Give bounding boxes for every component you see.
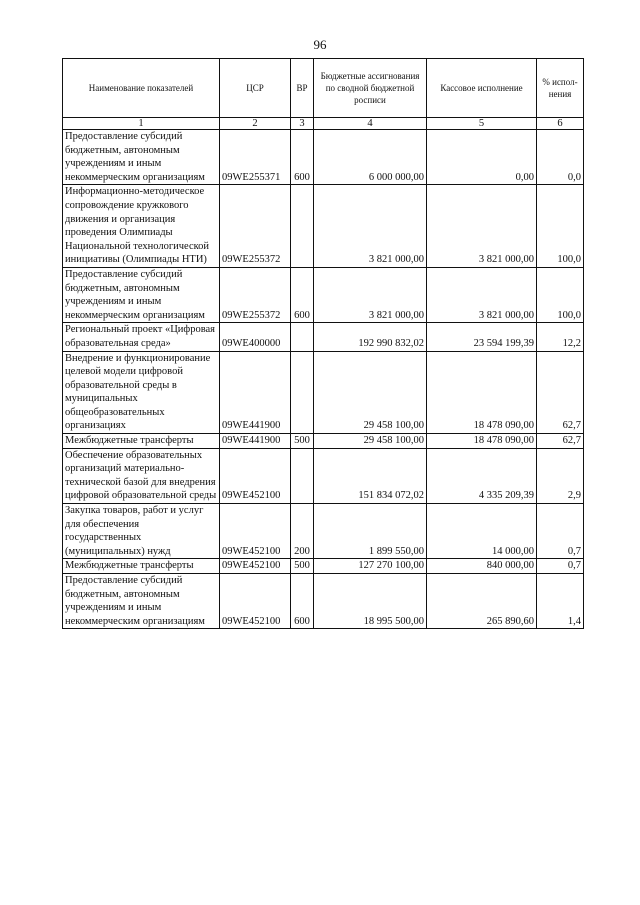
- header-cash: Кассовое исполнение: [427, 59, 537, 118]
- row-name: Предоставление субсидий бюджетным, автономным учреждениям и иным некоммерческим организациям: [63, 267, 220, 322]
- header-csr: ЦСР: [220, 59, 291, 118]
- row-name: Информационно-методическое сопровождение кружкового движения и организация проведения Олимпиады Национальной технологической инициативы (Олимпиады НТИ): [63, 185, 220, 268]
- row-pct: 1,4: [537, 574, 584, 629]
- row-name: Предоставление субсидий бюджетным, автономным учреждениям и иным некоммерческим организациям: [63, 130, 220, 185]
- column-number: 6: [537, 118, 584, 130]
- header-budget: Бюджетные ассигнования по сводной бюджетной росписи: [314, 59, 427, 118]
- row-name: Обеспечение образовательных организаций материально-технической базой для внедрения цифровой образовательной среды: [63, 448, 220, 503]
- table-row: [63, 323, 584, 351]
- row-cash: 3 821 000,00: [427, 267, 537, 322]
- row-budget: 6 000 000,00: [314, 130, 427, 185]
- row-pct: 0,7: [537, 504, 584, 559]
- row-pct: 62,7: [537, 434, 584, 449]
- row-csr: 09WE452100: [220, 559, 291, 574]
- row-vr: 500: [291, 559, 314, 574]
- row-pct: 12,2: [537, 323, 584, 351]
- row-pct: 100,0: [537, 185, 584, 268]
- row-budget: 3 821 000,00: [314, 185, 427, 268]
- row-csr: 09WE441900: [220, 351, 291, 434]
- row-vr: 600: [291, 130, 314, 185]
- row-name: Межбюджетные трансферты: [63, 559, 220, 574]
- row-csr: 09WE441900: [220, 434, 291, 449]
- row-csr: 09WE255372: [220, 267, 291, 322]
- budget-execution-table: [62, 58, 584, 629]
- row-vr: 200: [291, 504, 314, 559]
- row-pct: 100,0: [537, 267, 584, 322]
- table-row: [63, 434, 584, 449]
- row-cash: 18 478 090,00: [427, 434, 537, 449]
- row-vr: [291, 323, 314, 351]
- row-budget: 127 270 100,00: [314, 559, 427, 574]
- row-cash: 265 890,60: [427, 574, 537, 629]
- row-cash: 14 000,00: [427, 504, 537, 559]
- row-pct: 0,7: [537, 559, 584, 574]
- row-csr: 09WE255371: [220, 130, 291, 185]
- column-number: 5: [427, 118, 537, 130]
- column-number: 2: [220, 118, 291, 130]
- row-cash: 23 594 199,39: [427, 323, 537, 351]
- row-vr: 600: [291, 267, 314, 322]
- row-pct: 2,9: [537, 448, 584, 503]
- header-pct: % испол-нения: [537, 59, 584, 118]
- header-vr: ВР: [291, 59, 314, 118]
- row-budget: 3 821 000,00: [314, 267, 427, 322]
- row-vr: 500: [291, 434, 314, 449]
- row-pct: 0,0: [537, 130, 584, 185]
- table-row: [63, 351, 584, 434]
- table-row: [63, 185, 584, 268]
- row-cash: 0,00: [427, 130, 537, 185]
- row-csr: 09WE400000: [220, 323, 291, 351]
- row-name: Внедрение и функционирование целевой модели цифровой образовательной среды в муниципальных общеобразовательных организациях: [63, 351, 220, 434]
- row-budget: 29 458 100,00: [314, 434, 427, 449]
- row-budget: 151 834 072,02: [314, 448, 427, 503]
- row-budget: 192 990 832,02: [314, 323, 427, 351]
- column-numbers-row: [63, 118, 584, 130]
- row-cash: 3 821 000,00: [427, 185, 537, 268]
- row-name: Предоставление субсидий бюджетным, автономным учреждениям и иным некоммерческим организациям: [63, 574, 220, 629]
- row-name: Региональный проект «Цифровая образовательная среда»: [63, 323, 220, 351]
- column-number: 3: [291, 118, 314, 130]
- table-row: [63, 574, 584, 629]
- column-number: 1: [63, 118, 220, 130]
- header-name: Наименование показателей: [63, 59, 220, 118]
- row-cash: 840 000,00: [427, 559, 537, 574]
- column-number: 4: [314, 118, 427, 130]
- row-budget: 18 995 500,00: [314, 574, 427, 629]
- table-row: [63, 267, 584, 322]
- row-name: Закупка товаров, работ и услуг для обеспечения государственных (муниципальных) нужд: [63, 504, 220, 559]
- row-vr: [291, 351, 314, 434]
- table-row: [63, 504, 584, 559]
- row-budget: 29 458 100,00: [314, 351, 427, 434]
- row-csr: 09WE452100: [220, 504, 291, 559]
- row-pct: 62,7: [537, 351, 584, 434]
- row-csr: 09WE452100: [220, 448, 291, 503]
- row-cash: 18 478 090,00: [427, 351, 537, 434]
- page-number: 96: [313, 37, 327, 52]
- row-vr: [291, 185, 314, 268]
- row-name: Межбюджетные трансферты: [63, 434, 220, 449]
- row-csr: 09WE255372: [220, 185, 291, 268]
- row-csr: 09WE452100: [220, 574, 291, 629]
- table-row: [63, 130, 584, 185]
- table-row: [63, 559, 584, 574]
- row-budget: 1 899 550,00: [314, 504, 427, 559]
- table-row: [63, 448, 584, 503]
- row-cash: 4 335 209,39: [427, 448, 537, 503]
- table-header-row: [63, 59, 584, 118]
- row-vr: 600: [291, 574, 314, 629]
- row-vr: [291, 448, 314, 503]
